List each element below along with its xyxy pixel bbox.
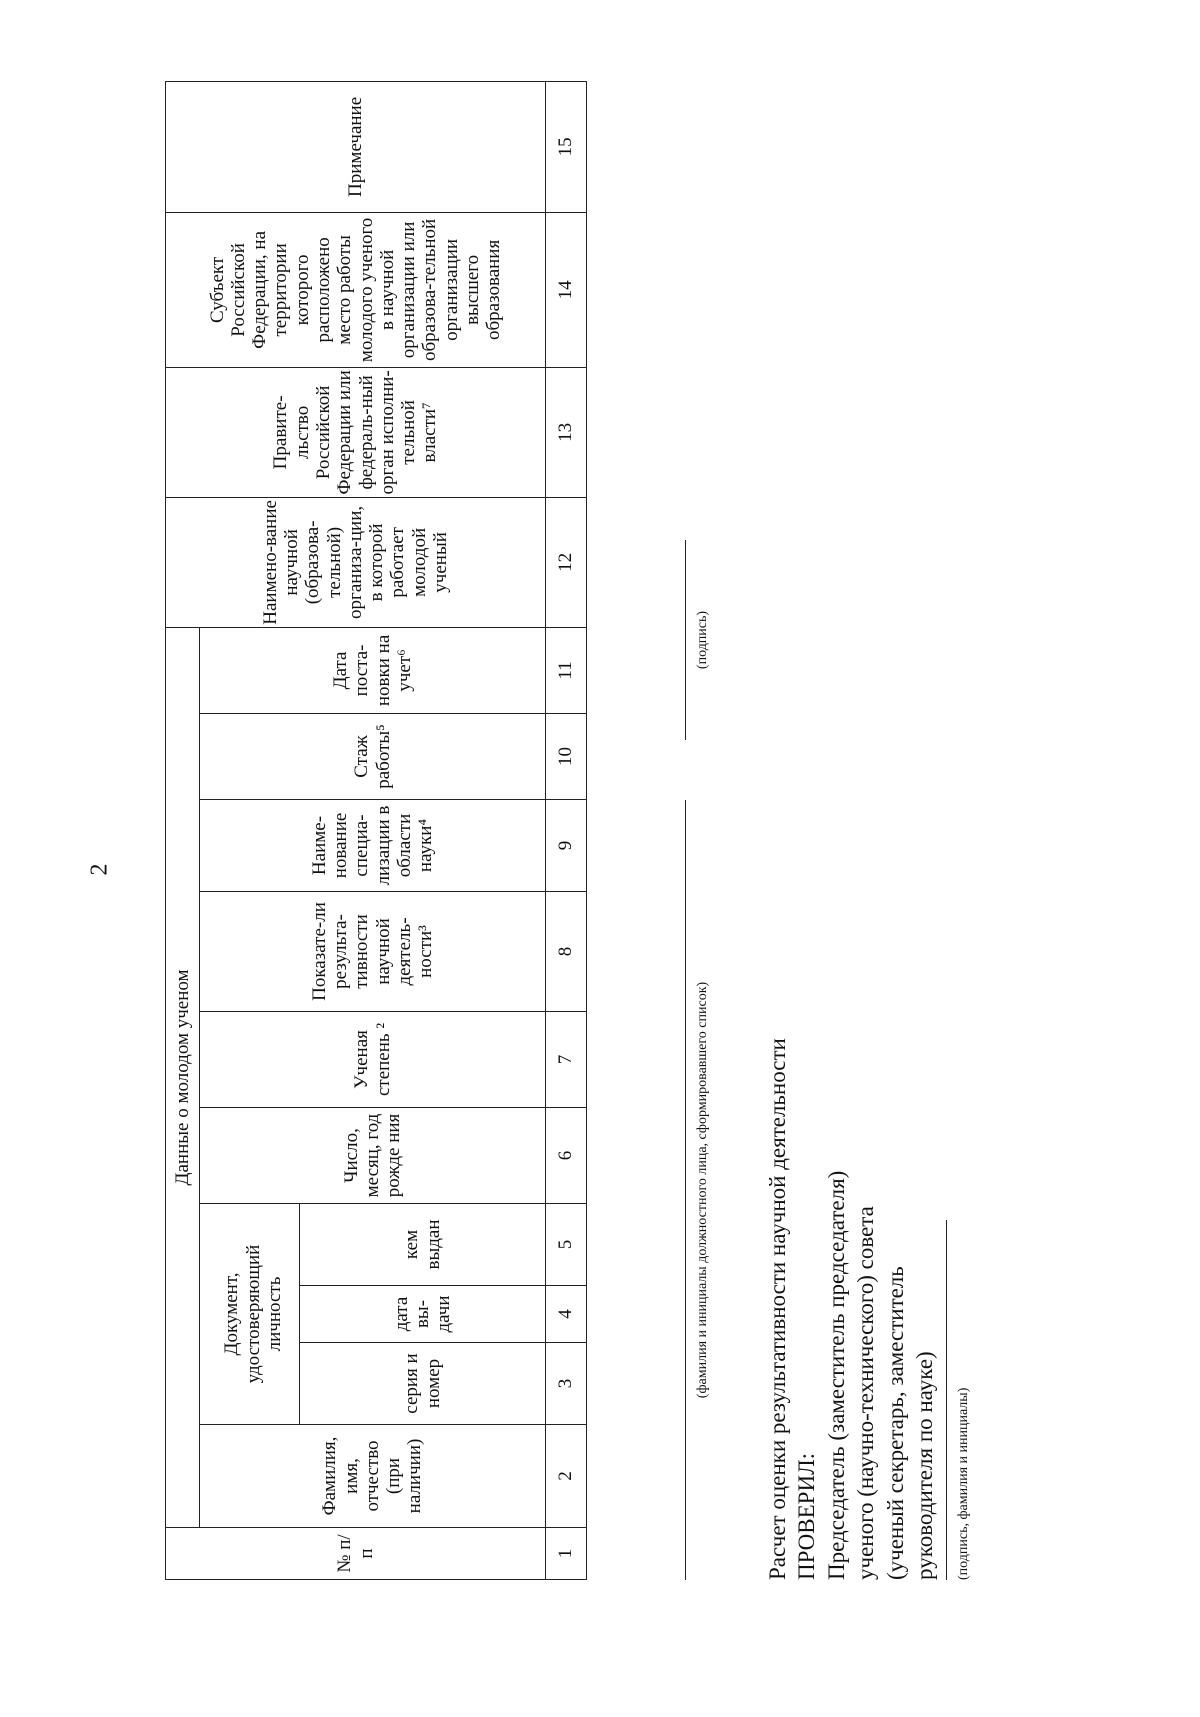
header-col-7: Ученая степень ² xyxy=(200,1012,546,1108)
header-col-8: Показате-ли результа-тивности научной деятель-ности³ xyxy=(200,892,546,1012)
col-number: 14 xyxy=(546,212,587,367)
header-col-2: Фамилия, имя, отчество (при наличии) xyxy=(200,1425,546,1528)
col-number: 8 xyxy=(546,892,587,1012)
signature-label: (подпись) xyxy=(695,610,710,670)
rotated-page-content xyxy=(135,0,1035,1580)
col-number: 4 xyxy=(546,1286,587,1343)
col-number: 13 xyxy=(546,367,587,497)
header-col-5: кем выдан xyxy=(300,1204,546,1286)
header-group-document: Документ, удостоверяющий личность xyxy=(208,1204,300,1425)
col-number: 9 xyxy=(546,800,587,892)
calc-and-check-block: Расчет оценки результативности научной деятельности ПРОВЕРИЛ: Председатель (заместитель председателя) ученого (научно-технического) совета (ученый секретарь, заместитель руководителя по науке) xyxy=(765,1038,938,1580)
column-number-row xyxy=(546,81,587,1579)
header-col-1: № п/п xyxy=(166,1528,546,1580)
header-col-15: Примечание xyxy=(166,81,546,212)
checker-signature-label: (подпись, фамилия и инициалы) xyxy=(956,1387,971,1580)
col-number: 6 xyxy=(546,1108,587,1204)
col-number: 7 xyxy=(546,1012,587,1108)
official-name-label: (фамилия и инициалы должностного лица, сформировавшего список) xyxy=(695,981,710,1399)
col-number: 12 xyxy=(546,497,587,627)
checker-signature-line xyxy=(946,1220,947,1580)
col-number: 2 xyxy=(546,1425,587,1528)
official-name-line xyxy=(685,800,686,1580)
signature-line xyxy=(685,540,686,740)
col-number: 11 xyxy=(546,627,587,713)
col-number: 1 xyxy=(546,1528,587,1580)
col-number: 15 xyxy=(546,81,587,212)
header-col-14: Субъект Российской Федерации, на территории которого расположено место работы молодого ученого в научной организации или образова-тельной организации высшего образования xyxy=(166,212,546,367)
header-col-11: Дата поста-новки на учет⁶ xyxy=(200,627,546,713)
header-col-4: дата вы-дачи xyxy=(300,1286,546,1343)
header-col-13: Правите-льство Российской Федерации или федераль-ный орган исполни-тельной власти⁷ xyxy=(166,367,546,497)
header-col-9: Наиме-нование специа-лизации в области науки⁴ xyxy=(200,800,546,892)
header-group-young-scientist: Данные о молодом ученом xyxy=(166,627,200,1527)
col-number: 10 xyxy=(546,714,587,800)
header-doc-spacer xyxy=(200,1204,208,1425)
header-col-6: Число, месяц, год рожде ния xyxy=(200,1108,546,1204)
header-col-3: серия и номер xyxy=(300,1343,546,1425)
col-number: 5 xyxy=(546,1204,587,1286)
young-scientists-table xyxy=(165,81,587,1580)
col-number: 3 xyxy=(546,1343,587,1425)
header-col-12: Наимено-вание научной (образова-тельной) организа-ции, в которой работает молодой ученый xyxy=(166,497,546,627)
header-col-10: Стаж работы⁵ xyxy=(200,714,546,800)
page-number: 2 xyxy=(86,863,113,876)
